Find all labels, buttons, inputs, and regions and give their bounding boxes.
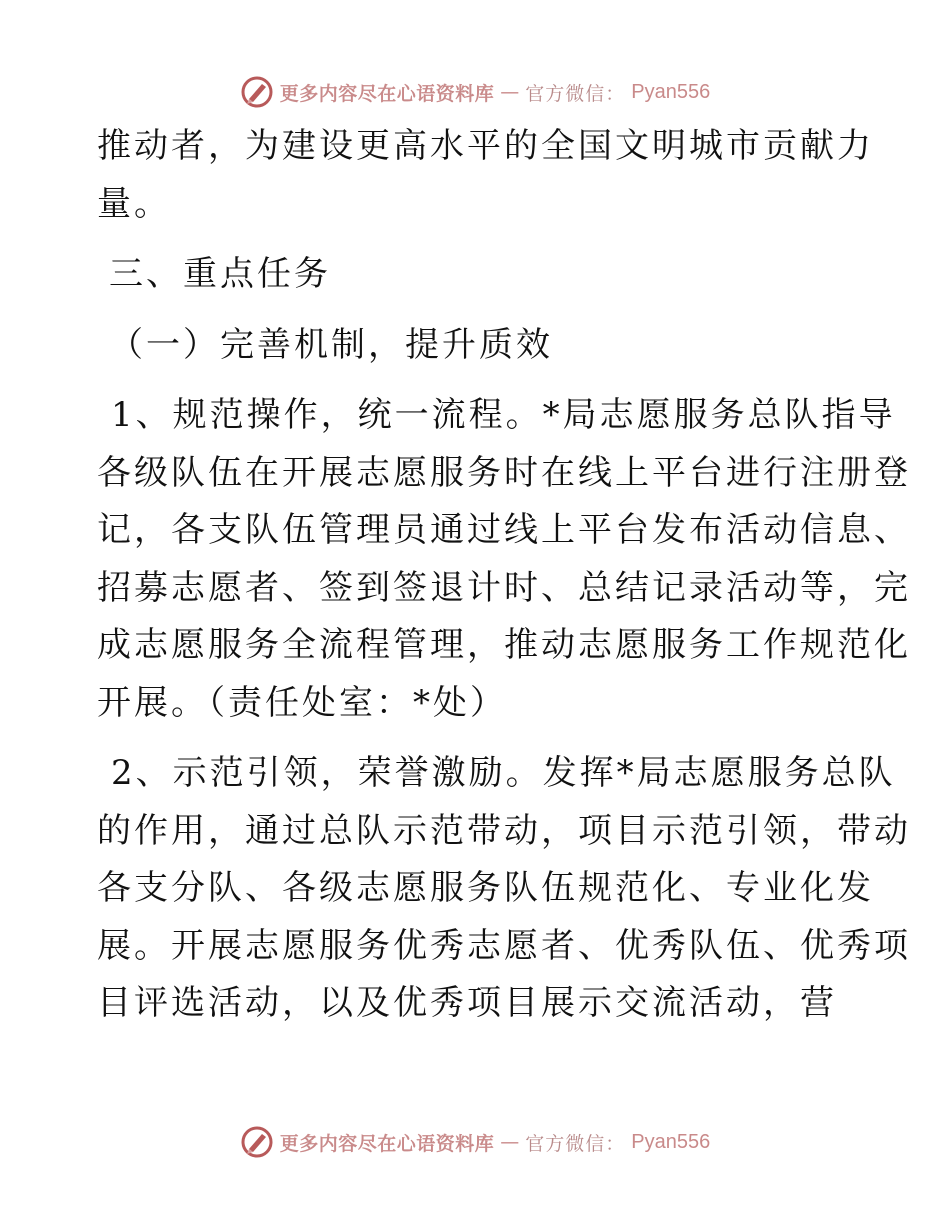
- body-line: 各级队伍在开展志愿服务时在线上平台进行注册登: [97, 452, 911, 493]
- body-line: 开展。（责任处室：*处）: [97, 682, 507, 723]
- subsection-heading: （一）完善机制，提升质效: [109, 324, 553, 365]
- watermark-label: 官方微信：: [525, 1132, 626, 1155]
- section-heading: 三、重点任务: [109, 254, 331, 294]
- watermark-label: 官方微信：: [525, 82, 626, 105]
- watermark-brand: 更多内容尽在心语资料库: [279, 82, 495, 105]
- footer-watermark: [0, 1122, 950, 1162]
- document-body: [97, 118, 911, 1033]
- header-watermark: [0, 72, 950, 112]
- body-line: 量。: [97, 183, 171, 224]
- body-line: 记，各支队伍管理员通过线上平台发布活动信息、: [97, 510, 911, 550]
- body-line: 目评选活动，以及优秀项目展示交流活动，营: [97, 983, 837, 1023]
- pen-seal-icon: [240, 75, 274, 109]
- watermark-id: Pyan556: [631, 80, 711, 103]
- watermark-id: Pyan556: [631, 1130, 711, 1153]
- body-line: 2、示范引领，荣誉激励。发挥*局志愿服务总队: [111, 753, 896, 793]
- watermark-brand: 更多内容尽在心语资料库: [279, 1132, 495, 1155]
- body-line: 的作用，通过总队示范带动，项目示范引领，带动: [97, 810, 911, 851]
- body-line: 各支分队、各级志愿服务队伍规范化、专业化发: [97, 868, 874, 908]
- pen-seal-icon: [240, 1125, 274, 1159]
- watermark-dash: —: [500, 1131, 520, 1153]
- watermark-dash: —: [500, 81, 520, 103]
- body-line: 成志愿服务全流程管理，推动志愿服务工作规范化: [97, 625, 911, 665]
- body-line: 招募志愿者、签到签退计时、总结记录活动等，完: [97, 567, 911, 608]
- body-line: 推动者，为建设更高水平的全国文明城市贡献力: [97, 126, 874, 166]
- body-line: 展。开展志愿服务优秀志愿者、优秀队伍、优秀项: [97, 925, 911, 966]
- body-line: 1、规范操作，统一流程。*局志愿服务总队指导: [111, 395, 896, 435]
